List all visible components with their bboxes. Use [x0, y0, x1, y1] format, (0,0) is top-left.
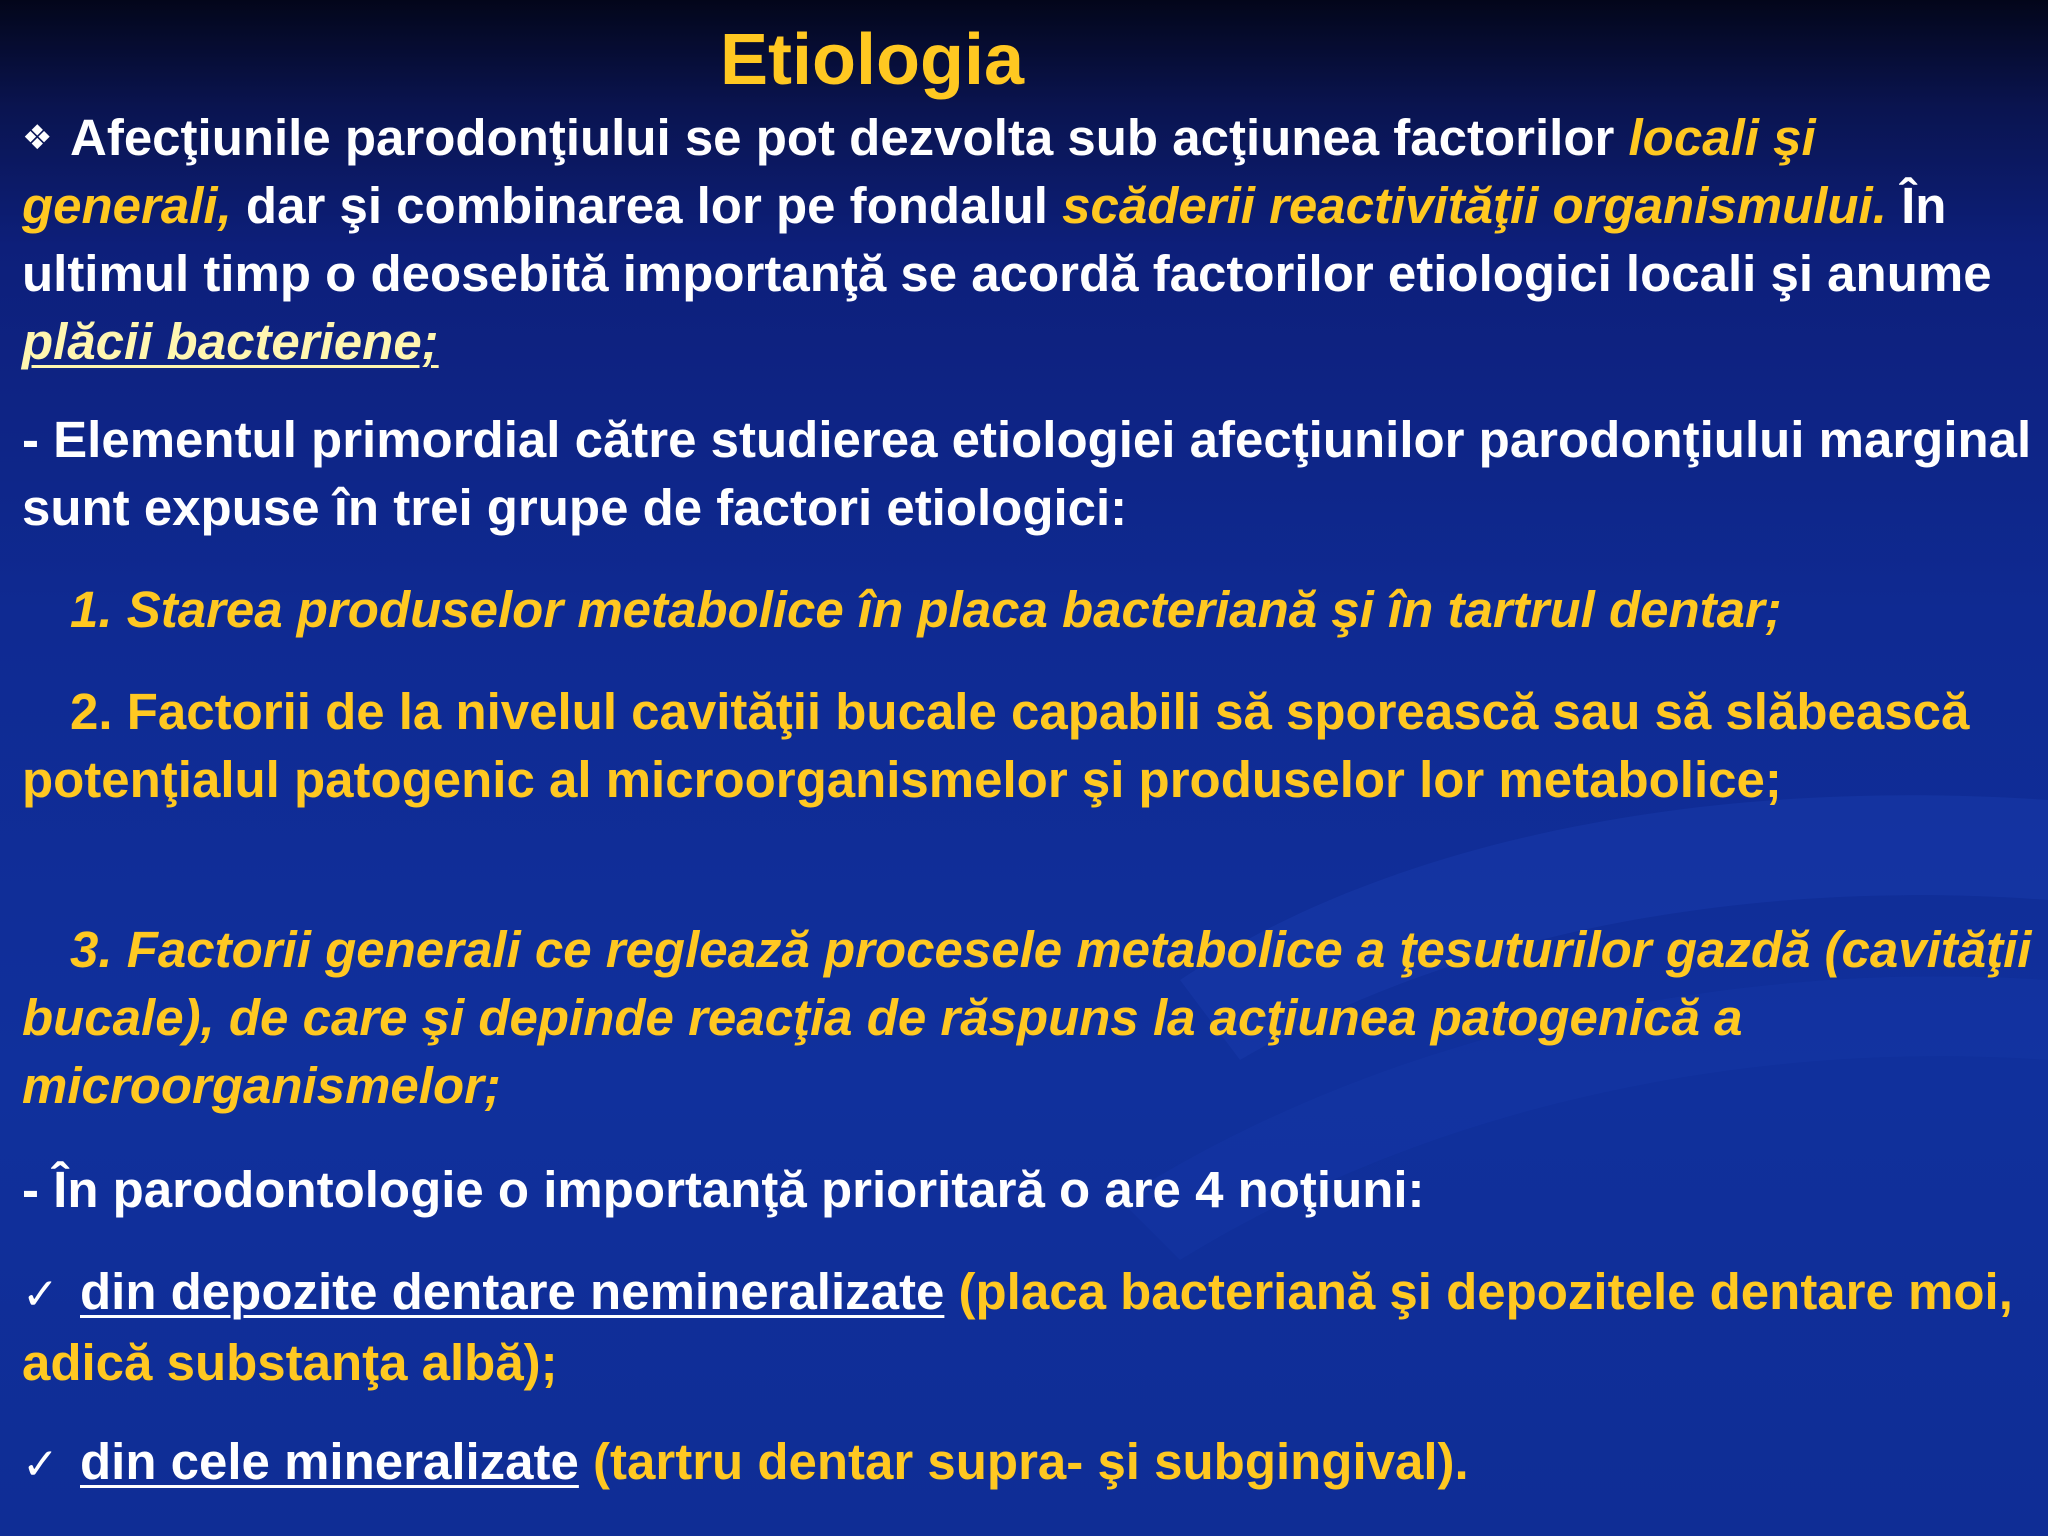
element-intro-paragraph: - Elementul primordial către studierea etiologiei afecţiunilor parodonţiului marginal sunt expuse în trei grupe de factori etiologici:	[22, 411, 2032, 536]
checkmark-icon: ✓	[22, 1440, 59, 1489]
notions-intro-paragraph: - În parodontologie o importanţă prioritară o are 4 noţiuni:	[22, 1161, 1425, 1218]
intro-text-1: Afecţiunile parodonţiului se pot dezvolta sub acţiunea factorilor	[70, 109, 1629, 166]
check-item-1-rest: (placa bacteriană şi depozitele dentare moi, adică substanţa albă);	[22, 1263, 2013, 1391]
check-item-2	[22, 1428, 2032, 1499]
intro-emphasis-local-general: locali şi generali,	[22, 109, 1816, 234]
intro-paragraph	[22, 104, 2032, 376]
intro-text-2: dar şi combinarea lor pe fondalul	[231, 177, 1063, 234]
check-item-2-rest: (tartru dentar supra- şi subgingival).	[578, 1433, 1469, 1490]
check-item-2-underlined: din cele mineralizate	[80, 1433, 579, 1490]
check-item-1	[22, 1258, 2032, 1397]
intro-emphasis-bacterial-plaque: plăcii bacteriene;	[22, 313, 439, 370]
factor-item-3	[22, 916, 2032, 1120]
intro-text-3: În ultimul timp o deosebită importanţă se acordă factorilor etiologici locali şi anume	[22, 177, 1992, 302]
check-item-1-underlined: din depozite dentare nemineralizate	[80, 1263, 945, 1320]
diamond-four-bullet-icon: ❖	[22, 119, 53, 157]
checkmark-icon: ✓	[22, 1270, 59, 1319]
intro-emphasis-reactivity: scăderii reactivităţii organismului.	[1062, 177, 1887, 234]
factor-item-2	[22, 678, 2032, 814]
slide-title: Etiologia	[720, 20, 1024, 100]
factor-item-3-text: 3. Factorii generali ce reglează procesele metabolice a ţesuturilor gazdă (cavităţii bucale), de care şi depinde reacţia de răspuns la acţiunea patogenică a microorganismelor;	[22, 921, 2032, 1114]
factor-item-1: 1. Starea produselor metabolice în placa bacteriană şi în tartrul dentar;	[70, 581, 1782, 638]
factor-item-2-text: 2. Factorii de la nivelul cavităţii bucale capabili să sporească sau să slăbească potenţialul patogenic al microorganismelor şi produselor lor metabolice;	[22, 683, 1970, 808]
